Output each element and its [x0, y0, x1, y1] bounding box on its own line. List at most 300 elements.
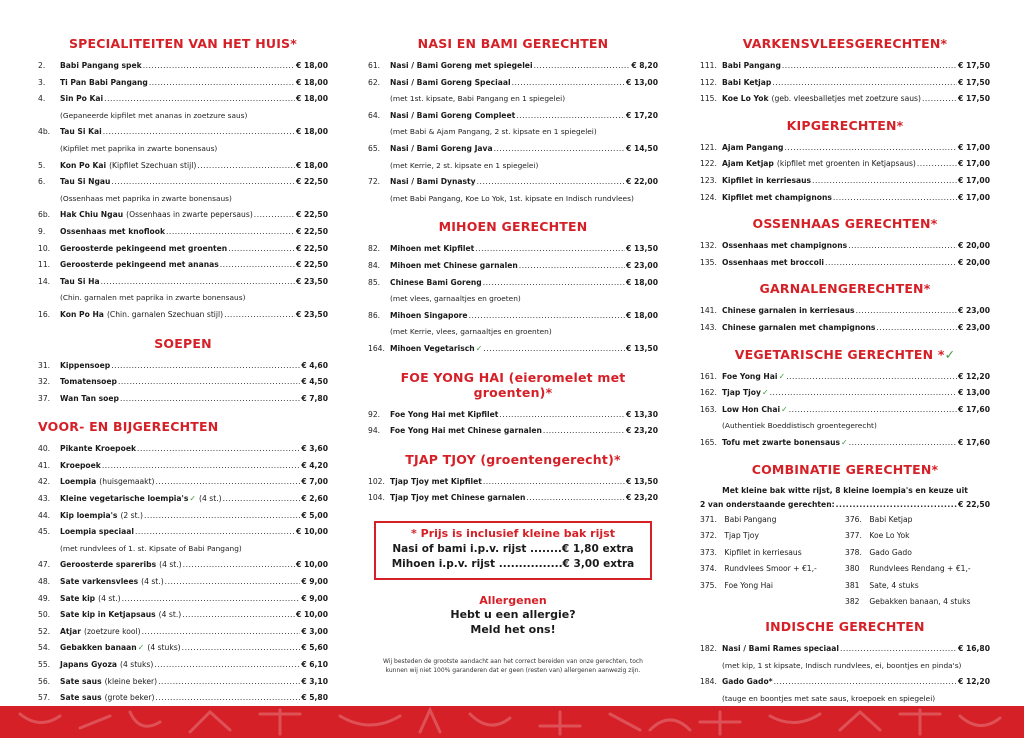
- combinatie-option-name: Rundvlees Rendang + €1,-: [869, 564, 971, 574]
- item-name: Sate kip in Ketjapsaus: [60, 610, 156, 620]
- combinatie-option: [845, 561, 990, 578]
- item-number: 164.: [368, 343, 385, 353]
- dot-leader: [254, 207, 295, 224]
- dot-leader: [103, 124, 295, 141]
- section-title-foe-yong-hai: FOE YONG HAI (eieromelet met groenten)*: [400, 369, 626, 400]
- list-ossenhaas: [700, 238, 990, 271]
- item-note: (4 st.): [199, 494, 222, 504]
- item-description: (met kip, 1 st kipsate, Indisch rundvlees, ei, boontjes en pinda's): [722, 660, 962, 670]
- item-price: € 4,50: [301, 377, 328, 387]
- combinatie-option: [700, 528, 845, 545]
- allergen-block: [368, 594, 658, 637]
- item-price: € 7,80: [301, 393, 328, 403]
- item-number: 141.: [700, 306, 717, 316]
- dot-leader: [104, 91, 295, 108]
- combinatie-price: € 22,50: [958, 499, 990, 509]
- section-title-varkensvlees: VARKENSVLEESGERECHTEN*: [742, 36, 948, 51]
- item-price: € 22,50: [296, 177, 328, 187]
- dot-leader: [156, 474, 301, 491]
- menu-item-2-babi-pangang-spek: [38, 58, 328, 75]
- item-note: (4 st.): [98, 593, 121, 603]
- combinatie-option-name: Sate, 4 stuks: [869, 580, 919, 590]
- menu-item-104-tjap-tjoy-met-chinese-garnalen: [368, 490, 658, 507]
- combinatie-options-left: [700, 512, 845, 612]
- item-number: 10.: [38, 243, 51, 253]
- item-name: Tau Si Kai: [60, 127, 102, 137]
- item-note: (Ossenhaas in zwarte pepersaus): [126, 210, 253, 220]
- item-name: Gado Gado*: [722, 677, 773, 687]
- item-price: € 5,00: [301, 510, 328, 520]
- item-number: 124.: [700, 192, 717, 202]
- item-number: 143.: [700, 322, 717, 332]
- dot-leader: [144, 508, 300, 525]
- dot-leader: [917, 156, 957, 173]
- item-price: € 18,00: [296, 61, 328, 70]
- item-description: (Kipfilet met paprika in zwarte bonensaus): [60, 143, 218, 153]
- item-price: € 18,00: [296, 160, 328, 170]
- menu-item-122-ajam-ketjap: [700, 156, 990, 173]
- menu-item-182-nasi-bami-rames-speciaal: [700, 641, 990, 658]
- menu-item-92-foe-yong-hai-met-kipfilet: [368, 407, 658, 424]
- combinatie-option-number: 377.: [845, 531, 862, 541]
- item-description: (Ossenhaas met paprika in zwarte bonensaus): [60, 193, 232, 203]
- item-name: Ti Pan Babi Pangang: [60, 77, 148, 87]
- item-note: (4 st.): [158, 610, 182, 620]
- item-number: 182.: [700, 644, 717, 654]
- item-number: 2.: [38, 61, 46, 70]
- dot-leader: [789, 402, 957, 419]
- item-price: € 7,00: [301, 477, 328, 487]
- dot-leader: [228, 241, 295, 258]
- item-number: 40.: [38, 444, 51, 454]
- menu-item-9-ossenhaas-met-knoflook: [38, 224, 328, 241]
- item-price: € 4,60: [301, 360, 328, 370]
- dot-leader: [101, 274, 295, 291]
- menu-item-52-atjar: [38, 624, 328, 641]
- item-price: € 17,00: [958, 159, 990, 169]
- item-number: 132.: [700, 241, 717, 251]
- item-number: 161.: [700, 371, 717, 381]
- item-name: Sate saus: [60, 693, 102, 703]
- item-name: Kon Po Kai: [60, 160, 107, 170]
- dot-leader: [477, 174, 625, 191]
- section-title-combinatie: COMBINATIE GERECHTEN*: [751, 461, 939, 477]
- column-left: [38, 30, 328, 738]
- dot-leader: [197, 158, 295, 175]
- item-name: Nasi / Bami Goreng Compleet: [390, 110, 516, 120]
- list-voor-bij: [38, 441, 328, 738]
- rice-notice-box: [374, 521, 652, 580]
- item-number: 49.: [38, 593, 51, 603]
- dot-leader: [143, 58, 295, 75]
- menu-item-3-ti-pan-babi-pangang: [38, 75, 328, 92]
- section-title-mihoen: MIHOEN GERECHTEN: [438, 219, 588, 235]
- item-note: (Chin. garnalen Szechuan stijl): [106, 309, 224, 319]
- item-price: € 5,80: [301, 693, 328, 703]
- menu-item-47-geroosterde-spareribs: [38, 557, 328, 574]
- dot-leader: [519, 258, 625, 275]
- item-name: Gebakken banaan: [60, 643, 137, 653]
- item-number: 94.: [368, 426, 381, 436]
- item-number: 57.: [38, 693, 51, 703]
- item-number: 43.: [38, 494, 51, 504]
- item-number: 135.: [700, 257, 717, 267]
- item-number: 14.: [38, 276, 51, 286]
- dot-leader: [475, 241, 625, 258]
- item-name: Sate kip: [60, 593, 96, 603]
- item-number: 6.: [38, 177, 46, 187]
- allergen-disclaimer: [368, 657, 658, 675]
- item-number: 61.: [368, 61, 381, 70]
- combinatie-options: [700, 512, 990, 612]
- item-name: Foe Yong Hai met Kipfilet: [390, 409, 499, 419]
- item-number: 47.: [38, 560, 51, 570]
- item-price: € 22,50: [296, 243, 328, 253]
- item-note: (kipfilet met groenten in Ketjapsaus): [776, 159, 916, 169]
- item-number: 42.: [38, 477, 51, 487]
- item-price: € 23,20: [626, 426, 658, 436]
- section-title-kip: KIPGERECHTEN*: [786, 117, 904, 133]
- item-price: € 16,80: [958, 644, 990, 654]
- item-note: (4 st.): [141, 577, 164, 587]
- combinatie-price-row: [700, 497, 990, 512]
- menu-item-124-kipfilet-met-champignons: [700, 190, 990, 207]
- menu-item-86-mihoen-singapore: [368, 308, 658, 325]
- disclaimer-line-2: kunnen wij niet 100% garanderen dat er geen (resten van) allergenen aanwezig zijn.: [385, 666, 641, 674]
- dot-leader: [183, 557, 295, 574]
- item-number: 54.: [38, 643, 51, 653]
- menu-item-72-nasi-bami-dynasty: [368, 174, 658, 191]
- item-description: (Authentiek Boeddistisch groentegerecht): [722, 421, 877, 431]
- menu-item-48-sate-varkensvlees: [38, 574, 328, 591]
- combinatie-intro-2: 2 van onderstaande gerechten:: [700, 499, 835, 509]
- dot-leader: [856, 303, 957, 320]
- item-price: € 13,30: [626, 409, 658, 419]
- combinatie-option-name: Kipfilet in kerriesaus: [724, 547, 802, 557]
- item-price: € 13,00: [626, 77, 658, 87]
- vegetarisch-title-text: VEGETARISCHE GERECHTEN *: [734, 346, 945, 362]
- item-number: 45.: [38, 527, 51, 537]
- vegetarian-leaf-icon: ✓: [781, 404, 788, 414]
- item-price: € 22,00: [626, 177, 658, 187]
- item-name: Loempia speciaal: [60, 527, 134, 537]
- item-name: Koe Lo Yok: [722, 94, 769, 104]
- item-name: Nasi / Bami Goreng met spiegelei: [390, 61, 533, 70]
- list-vegetarisch: [700, 369, 990, 452]
- dot-leader: [469, 308, 625, 325]
- list-specialiteiten: [38, 58, 328, 324]
- dot-leader: [102, 458, 300, 475]
- item-price: € 13,50: [626, 244, 658, 254]
- rice-notice-mihoen: Mihoen i.p.v. rijst ................€ 3,00 extra: [391, 557, 635, 570]
- item-name: Hak Chiu Ngau: [60, 210, 124, 220]
- item-number: 52.: [38, 626, 51, 636]
- item-number: 163.: [700, 404, 717, 414]
- item-price: € 9,00: [301, 593, 328, 603]
- item-name: Nasi / Bami Rames speciaal: [722, 644, 839, 654]
- item-note: (4 stuks): [120, 660, 154, 669]
- section-title-nasi-bami: NASI EN BAMI GERECHTEN: [417, 36, 609, 51]
- item-number: 85.: [368, 277, 381, 287]
- menu-item-184-gado-gado: [700, 674, 990, 691]
- dot-leader: [224, 307, 295, 324]
- disclaimer-line-1: Wij besteden de grootste aandacht aan het correct bereiden van onze gerechten, toch: [383, 657, 643, 665]
- item-price: € 2,60: [301, 494, 328, 504]
- item-number: 62.: [368, 77, 381, 87]
- item-price: € 22,50: [296, 210, 328, 220]
- dot-leader: [836, 497, 957, 512]
- item-description: (met Kerrie, vlees, garnaaltjes en groenten): [390, 327, 552, 337]
- item-name: Chinese Bami Goreng: [390, 277, 482, 287]
- dot-leader: [182, 607, 295, 624]
- item-name: Sate varkensvlees: [60, 577, 139, 587]
- item-name: Pikante Kroepoek: [60, 444, 137, 454]
- dot-leader: [526, 490, 625, 507]
- menu-item-10-geroosterde-pekingeend-met-groenten: [38, 241, 328, 258]
- menu-item-43-kleine-vegetarische-loempia-s: [38, 491, 328, 508]
- item-name: Kipfilet met champignons: [722, 192, 832, 202]
- menu-item-55-japans-gyoza: [38, 657, 328, 674]
- rice-notice-title: * Prijs is inclusief kleine bak rijst: [411, 526, 615, 540]
- combinatie-option-name: Babi Pangang: [724, 514, 777, 524]
- dot-leader: [772, 75, 957, 92]
- menu-item-32-tomatensoep: [38, 374, 328, 391]
- menu-item-31-kippensoep: [38, 358, 328, 375]
- item-name: Tau Si Ngau: [60, 177, 111, 187]
- item-price: € 23,20: [626, 493, 658, 503]
- dot-leader: [122, 591, 301, 608]
- item-number: 122.: [700, 159, 717, 169]
- item-price: € 13,50: [626, 476, 658, 486]
- dot-leader: [118, 374, 300, 391]
- item-name: Mihoen met Kipfilet: [390, 244, 475, 254]
- combinatie-option-number: 372.: [700, 531, 717, 541]
- menu-item-85-chinese-bami-goreng: [368, 275, 658, 292]
- menu-item-44-kip-loempia-s: [38, 508, 328, 525]
- dot-leader: [155, 690, 300, 707]
- dot-leader: [849, 435, 957, 452]
- item-note: (4 stuks): [147, 643, 181, 653]
- menu-item-135-ossenhaas-met-broccoli: [700, 255, 990, 272]
- item-name: Chinese garnalen in kerriesaus: [722, 306, 855, 316]
- menu-item-49-sate-kip: [38, 591, 328, 608]
- item-number: 41.: [38, 460, 51, 470]
- menu-item-123-kipfilet-in-kerriesaus: [700, 173, 990, 190]
- item-price: € 3,60: [301, 444, 328, 454]
- dot-leader: [494, 141, 625, 158]
- item-name: Geroosterde spareribs: [60, 560, 157, 570]
- item-price: € 17,00: [958, 175, 990, 185]
- item-name: Foe Yong Hai met Chinese garnalen: [390, 426, 542, 436]
- item-description: (met Kerrie, 2 st. kipsate en 1 spiegelei): [390, 160, 539, 170]
- dot-leader: [120, 391, 300, 408]
- dot-leader: [142, 624, 301, 641]
- dot-leader: [483, 341, 625, 358]
- item-name: Foe Yong Hai: [722, 371, 778, 381]
- list-tjap-tjoy: [368, 474, 658, 507]
- combinatie-option-number: 381: [845, 580, 860, 590]
- item-number: 115.: [700, 94, 717, 104]
- item-price: € 10,00: [296, 560, 328, 570]
- item-price: € 14,50: [626, 143, 658, 153]
- item-number: 48.: [38, 577, 51, 587]
- dot-leader: [137, 441, 300, 458]
- vegetarian-check-icon: ✓: [944, 346, 956, 362]
- allergen-title: Allergenen: [479, 593, 547, 607]
- item-number: 6b.: [38, 210, 51, 220]
- item-price: € 20,00: [958, 241, 990, 251]
- item-name: Loempia: [60, 477, 97, 487]
- item-number: 111.: [700, 61, 717, 70]
- item-number: 84.: [368, 260, 381, 270]
- item-price: € 12,20: [958, 371, 990, 381]
- combinatie-option-name: Rundvlees Smoor + €1,-: [724, 564, 817, 574]
- menu-item-115-koe-lo-yok: [700, 91, 990, 108]
- item-name: Mihoen Singapore: [390, 310, 468, 320]
- menu-item-4b-tau-si-kai: [38, 124, 328, 141]
- item-description: (tauge en boontjes met sate saus, kroepoek en spiegelei): [722, 693, 936, 703]
- item-note: (zoetzure kool): [83, 626, 141, 636]
- list-mihoen: [368, 241, 658, 357]
- section-title-tjap-tjoy: TJAP TJOY (groentengerecht)*: [405, 451, 621, 467]
- item-number: 112.: [700, 77, 717, 87]
- item-number: 121.: [700, 142, 717, 152]
- item-price: € 5,60: [301, 643, 328, 653]
- menu-item-161-foe-yong-hai: [700, 369, 990, 386]
- menu-item-61-nasi-bami-goreng-met-spiegelei: [368, 58, 658, 75]
- section-title-indische: INDISCHE GERECHTEN: [765, 619, 925, 635]
- item-name: Tjap Tjoy met Kipfilet: [390, 476, 482, 486]
- section-title-soepen: SOEPEN: [154, 335, 212, 351]
- dot-leader: [483, 474, 625, 491]
- menu-item-94-foe-yong-hai-met-chinese-garnalen: [368, 423, 658, 440]
- menu-item-41-kroepoek: [38, 458, 328, 475]
- menu-item-4-sin-po-kai: [38, 91, 328, 108]
- item-price: € 17,60: [958, 437, 990, 447]
- item-price: € 3,10: [301, 676, 328, 686]
- dot-leader: [111, 174, 295, 191]
- item-number: 9.: [38, 226, 46, 236]
- item-price: € 17,50: [958, 94, 990, 104]
- combinatie-option: [845, 578, 990, 595]
- item-description: (met vlees, garnaaltjes en groeten): [390, 294, 521, 304]
- item-price: € 18,00: [296, 77, 328, 87]
- menu-item-64-nasi-bami-goreng-compleet: [368, 108, 658, 125]
- column-right: [700, 30, 990, 738]
- menu-item-84-mihoen-met-chinese-garnalen: [368, 258, 658, 275]
- item-name: Kleine vegetarische loempia's: [60, 494, 189, 504]
- item-note: (grote beker): [104, 693, 155, 703]
- item-number: 64.: [368, 110, 381, 120]
- menu-item-14-tau-si-ha: [38, 274, 328, 291]
- item-number: 4b.: [38, 127, 51, 137]
- combinatie-option-name: Foe Yong Hai: [724, 580, 774, 590]
- item-description: (Gepaneerde kipfilet met ananas in zoetzure saus): [60, 110, 248, 120]
- item-price: € 17,50: [958, 61, 990, 70]
- item-price: € 22,50: [296, 226, 328, 236]
- item-name: Kipfilet in kerriesaus: [722, 175, 812, 185]
- menu-item-5-kon-po-kai: [38, 158, 328, 175]
- item-number: 86.: [368, 310, 381, 320]
- section-title-ossenhaas: OSSENHAAS GERECHTEN*: [752, 216, 938, 232]
- item-name: Atjar: [60, 626, 81, 636]
- menu-item-132-ossenhaas-met-champignons: [700, 238, 990, 255]
- list-garnalen: [700, 303, 990, 336]
- item-name: Babi Pangang spek: [60, 61, 142, 70]
- menu-item-16-kon-po-ha: [38, 307, 328, 324]
- item-number: 82.: [368, 244, 381, 254]
- dot-leader: [154, 657, 300, 674]
- item-price: € 13,00: [958, 388, 990, 398]
- item-name: Tjap Tjoy: [722, 388, 761, 398]
- item-name: Kroepoek: [60, 460, 101, 470]
- dot-leader: [223, 491, 301, 508]
- dot-leader: [499, 407, 625, 424]
- item-name: Sin Po Kai: [60, 94, 104, 104]
- dot-leader: [149, 75, 295, 92]
- item-name: Tomatensoep: [60, 377, 117, 387]
- menu-item-6-tau-si-ngau: [38, 174, 328, 191]
- item-price: € 18,00: [626, 277, 658, 287]
- item-name: Sate saus: [60, 676, 102, 686]
- item-name: Chinese garnalen met champignons: [722, 322, 876, 332]
- menu-item-141-chinese-garnalen-in-kerriesaus: [700, 303, 990, 320]
- item-price: € 23,00: [626, 260, 658, 270]
- combinatie-option: [700, 578, 845, 595]
- dot-leader: [166, 224, 295, 241]
- menu-item-62-nasi-bami-goreng-speciaal: [368, 75, 658, 92]
- item-number: 72.: [368, 177, 381, 187]
- item-description: (met Babi & Ajam Pangang, 2 st. kipsate en 1 spiegelei): [390, 127, 597, 137]
- dot-leader: [770, 385, 957, 402]
- item-price: € 17,20: [626, 110, 658, 120]
- dot-leader: [516, 108, 625, 125]
- item-name: Geroosterde pekingeend met groenten: [60, 243, 228, 253]
- combinatie-option-name: Babi Ketjap: [869, 514, 913, 524]
- dot-leader: [848, 238, 957, 255]
- item-description: (met Babi Pangang, Koe Lo Yok, 1st. kipsate en Indisch rundvlees): [390, 193, 634, 203]
- item-price: € 8,20: [631, 61, 658, 70]
- vegetarian-leaf-icon: ✓: [761, 388, 769, 398]
- menu-item-163-low-hon-chai: [700, 402, 990, 419]
- combinatie-option-number: 375.: [700, 580, 717, 590]
- item-price: € 17,00: [958, 142, 990, 152]
- list-varkensvlees: [700, 58, 990, 108]
- item-number: 65.: [368, 143, 381, 153]
- item-price: € 10,00: [296, 610, 328, 620]
- item-price: € 23,50: [296, 309, 328, 319]
- item-name: Tofu met zwarte bonensaus: [722, 437, 840, 447]
- combinatie-option-number: 374.: [700, 564, 717, 574]
- dot-leader: [922, 91, 957, 108]
- menu-item-56-sate-saus: [38, 674, 328, 691]
- list-soepen: [38, 358, 328, 408]
- menu-item-121-ajam-pangang: [700, 140, 990, 157]
- item-name: Tau Si Ha: [60, 276, 100, 286]
- vegetarian-leaf-icon: ✓: [189, 494, 197, 504]
- item-price: € 17,60: [958, 404, 990, 414]
- item-name: Nasi / Bami Goreng Speciaal: [390, 77, 511, 87]
- item-name: Mihoen met Chinese garnalen: [390, 260, 518, 270]
- item-price: € 10,00: [296, 527, 328, 537]
- item-description: (met 1st. kipsate, Babi Pangang en 1 spiegelei): [390, 94, 566, 104]
- item-number: 104.: [368, 493, 385, 503]
- menu-item-112-babi-ketjap: [700, 75, 990, 92]
- menu-item-162-tjap-tjoy: [700, 385, 990, 402]
- item-name: Kon Po Ha: [60, 309, 104, 319]
- dot-leader: [220, 257, 295, 274]
- menu-item-6b-hak-chiu-ngau: [38, 207, 328, 224]
